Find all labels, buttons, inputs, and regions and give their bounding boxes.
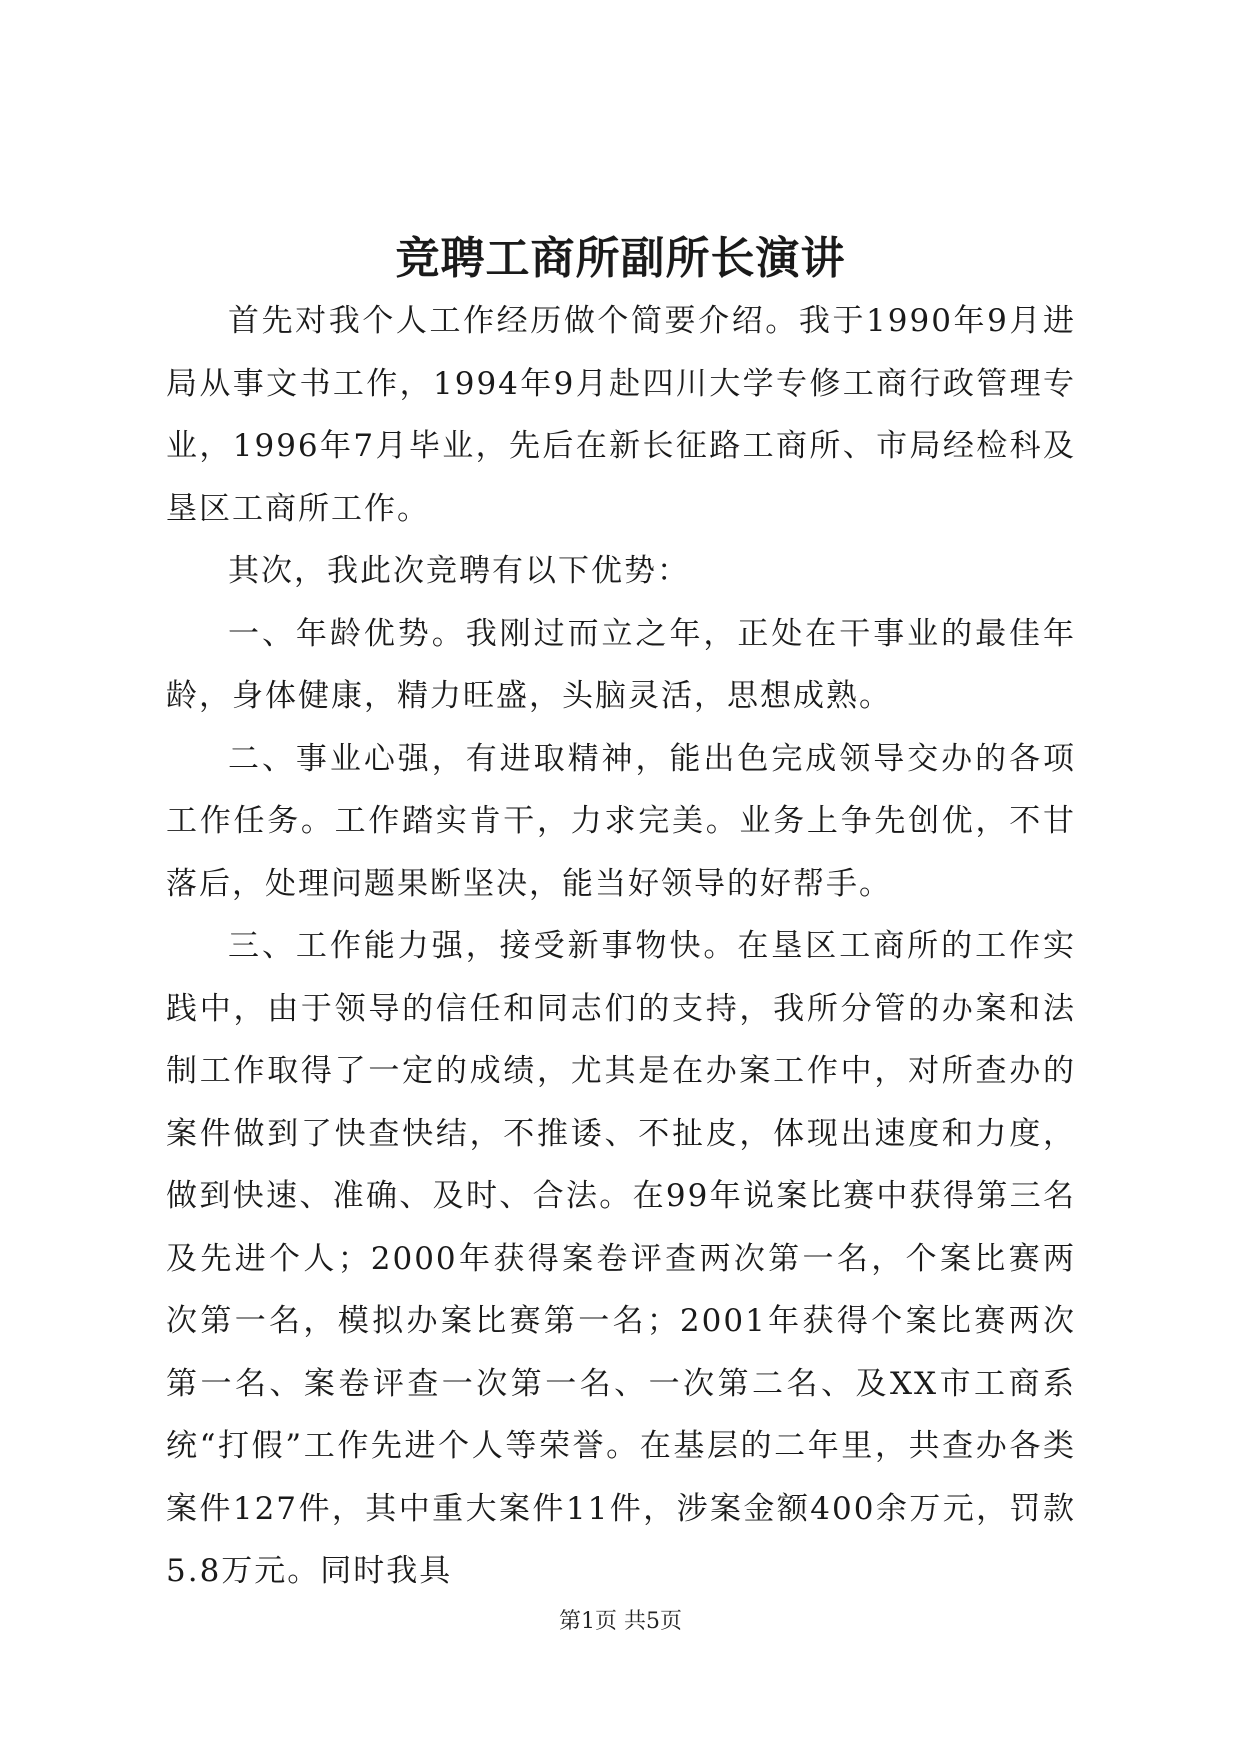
page-number: 第1页 共5页 <box>559 1609 682 1634</box>
paragraph-work-history: 首先对我个人工作经历做个简要介绍。我于1990年9月进局从事文书工作，1994年9月赴四川大学专修工商行政管理专业，1996年7月毕业，先后在新长征路工商所、市局经检科及垦区工商所工作。 <box>166 303 1076 527</box>
paragraph-advantages-intro: 其次，我此次竞聘有以下优势： <box>228 553 690 589</box>
paragraph-age-advantage: 一、年龄优势。我刚过而立之年，正处在干事业的最佳年龄，身体健康，精力旺盛，头脑灵活，思想成熟。 <box>166 615 1076 714</box>
document-body <box>166 290 1076 1603</box>
paragraph-dedication: 二、事业心强，有进取精神，能出色完成领导交办的各项工作任务。工作踏实肯干，力求完美。业务上争先创优，不甘落后，处理问题果断坚决，能当好领导的好帮手。 <box>166 740 1076 902</box>
document-title: 竞聘工商所副所长演讲 <box>395 233 846 284</box>
paragraph-work-ability: 三、工作能力强，接受新事物快。在垦区工商所的工作实践中，由于领导的信任和同志们的支持，我所分管的办案和法制工作取得了一定的成绩，尤其是在办案工作中，对所查办的案件做到了快查快结，不推诿、不扯皮，体现出速度和力度，做到快速、准确、及时、合法。在99年说案比赛中获得第三名及先进个人；2000年获得案卷评查两次第一名，个案比赛两次第一名，模拟办案比赛第一名；2001年获得个案比赛两次第一名、案卷评查一次第一名、一次第二名、及XX市工商系统“打假”工作先进个人等荣誉。在基层的二年里，共查办各类案件127件，其中重大案件11件，涉案金额400余万元，罚款5.8万元。同时我具 <box>166 928 1076 1589</box>
